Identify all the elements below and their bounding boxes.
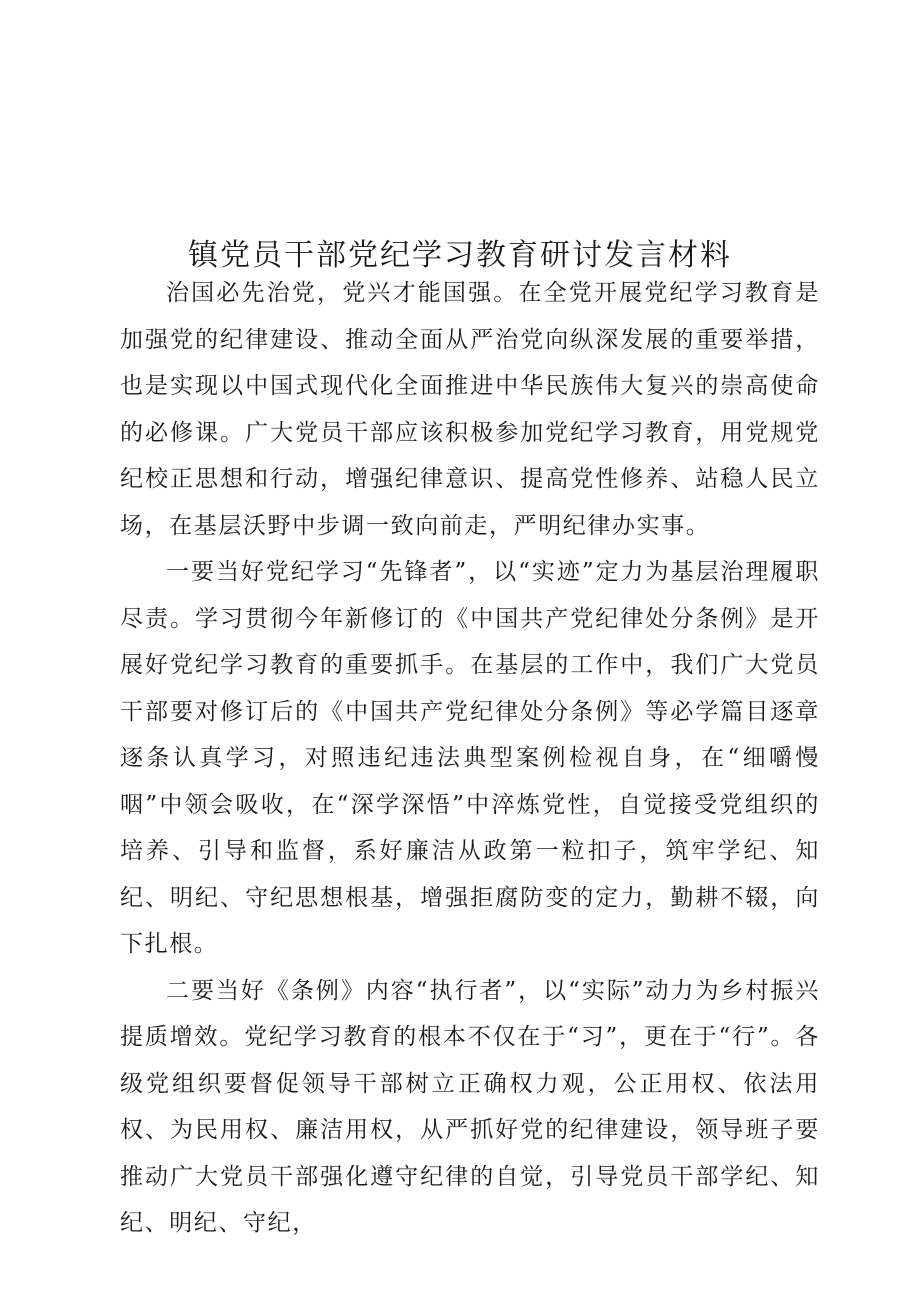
paragraph-intro: 治国必先治党，党兴才能国强。在全党开展党纪学习教育是加强党的纪律建设、推动全面从严治党向纵深发展的重要举措，也是实现以中国式现代化全面推进中华民族伟大复兴的崇高使命的必修课。广大党员干部应该积极参加党纪学习教育，用党规党纪校正思想和行动，增强纪律意识、提高党性修养、站稳人民立场，在基层沃野中步调一致向前走，严明纪律办实事。: [120, 280, 820, 539]
paragraph-point-two: 二要当好《条例》内容“执行者”，以“实际”动力为乡村振兴提质增效。党纪学习教育的根本不仅在于“习”，更在于“行”。各级党组织要督促领导干部树立正确权力观，公正用权、依法用权、为民用权、廉洁用权，从严抓好党的纪律建设，领导班子要推动广大党员干部强化遵守纪律的自觉，引导党员干部学纪、知纪、明纪、守纪，: [120, 977, 820, 1236]
document-title: 镇党员干部党纪学习教育研讨发言材料: [188, 238, 732, 274]
document-body: [120, 270, 820, 1247]
paragraph-point-one: 一要当好党纪学习“先锋者”，以“实迹”定力为基层治理履职尽责。学习贯彻今年新修订的《中国共产党纪律处分条例》是开展好党纪学习教育的重要抓手。在基层的工作中，我们广大党员干部要对修订后的《中国共产党纪律处分条例》等必学篇目逐章逐条认真学习，对照违纪违法典型案例检视自身，在“细嚼慢咽”中领会吸收，在“深学深悟”中淬炼党性，自觉接受党组织的培养、引导和监督，系好廉洁从政第一粒扣子，筑牢学纪、知纪、明纪、守纪思想根基，增强拒腐防变的定力，勤耕不辍，向下扎根。: [120, 559, 820, 957]
